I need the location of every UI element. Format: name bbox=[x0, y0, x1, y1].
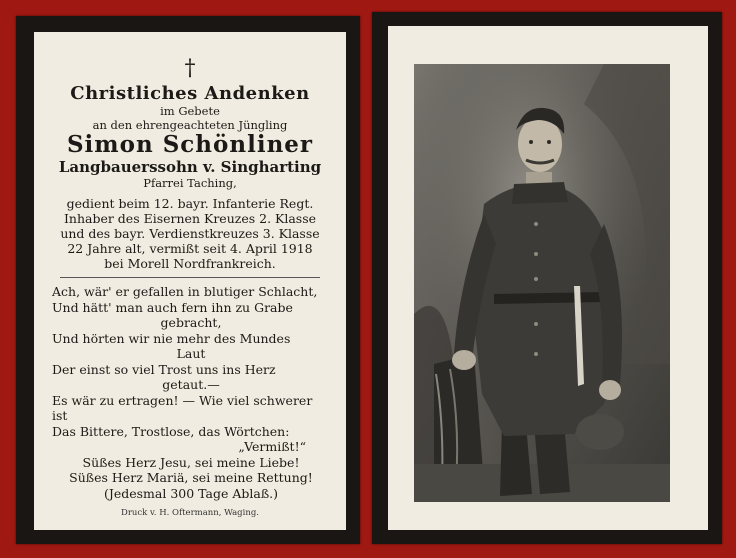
poem-line: Und hörten wir nie mehr des Mundes bbox=[52, 330, 291, 346]
poem-line: Der einst so viel Trost uns ins Herz bbox=[52, 361, 276, 377]
poem-line: Süßes Herz Jesu, sei meine Liebe! bbox=[82, 454, 300, 470]
cross-icon: † bbox=[184, 56, 196, 81]
deceased-name: Simon Schönliner bbox=[66, 131, 314, 158]
poem-line: (Jedesmal 300 Tage Ablaß.) bbox=[103, 485, 279, 501]
poem-line: Ach, wär' er gefallen in blutiger Schlacht, bbox=[52, 284, 318, 299]
bio-line-2: Inhaber des Eisernen Kreuzes 2. Klasse bbox=[63, 211, 317, 226]
poem-line: gebracht, bbox=[160, 315, 222, 330]
soldier-portrait-photo bbox=[414, 64, 670, 502]
poem bbox=[34, 284, 346, 501]
origin-line: Langbauerssohn v. Singharting bbox=[58, 158, 322, 176]
memorial-text bbox=[34, 58, 346, 501]
printer-credit: Druck v. H. Oftermann, Waging. bbox=[121, 508, 259, 518]
poem-line: Das Bittere, Trostlose, das Wörtchen: bbox=[52, 423, 290, 439]
line-ehrengeachteten: an den ehrengeachteten Jüngling bbox=[92, 118, 288, 132]
parish-line: Pfarrei Taching, bbox=[143, 176, 237, 190]
poem-line: „Vermißt!“ bbox=[238, 439, 306, 454]
photo-paper bbox=[388, 26, 708, 530]
bio-line-5: bei Morell Nordfrankreich. bbox=[104, 256, 276, 271]
heading: Christliches Andenken bbox=[70, 83, 310, 104]
bio-line-1: gedient beim 12. bayr. Infanterie Regt. bbox=[66, 196, 314, 211]
divider bbox=[60, 277, 320, 278]
poem-line: Süßes Herz Mariä, sei meine Rettung! bbox=[69, 470, 313, 485]
line-im-gebete: im Gebete bbox=[160, 104, 220, 118]
poem-line: Laut bbox=[176, 346, 206, 361]
soldier-portrait-image bbox=[414, 64, 670, 502]
poem-line: Und hätt' man auch fern ihn zu Grabe bbox=[52, 299, 293, 315]
bio-line-3: und des bayr. Verdienstkreuzes 3. Klasse bbox=[60, 226, 320, 241]
prayer-card-text-panel bbox=[16, 16, 360, 544]
poem-line: Es wär zu ertragen! — Wie viel schwerer ist bbox=[52, 392, 313, 423]
text-paper bbox=[34, 32, 346, 530]
bio-line-4: 22 Jahre alt, vermißt seit 4. April 1918 bbox=[67, 241, 313, 256]
prayer-card-photo-panel bbox=[372, 12, 722, 544]
poem-line: getaut.— bbox=[162, 377, 220, 392]
